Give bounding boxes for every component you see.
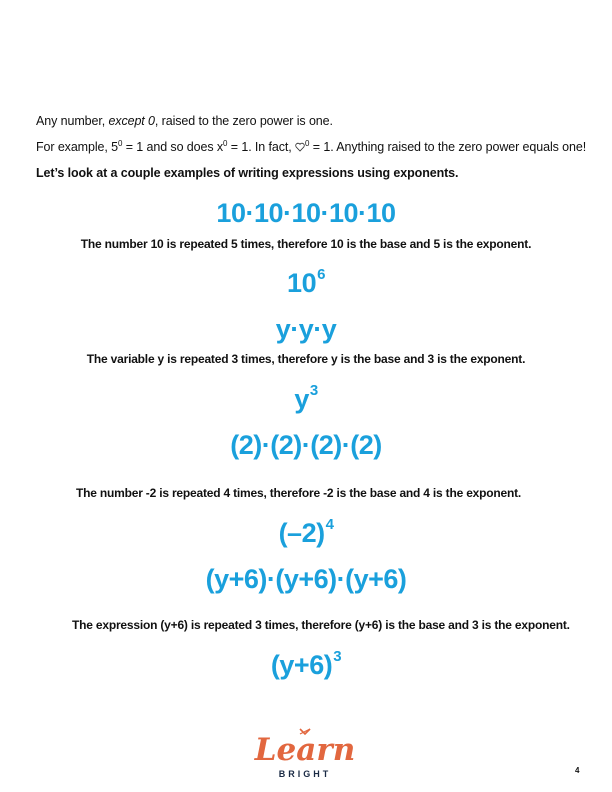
intro-emphasis: except 0 xyxy=(108,114,155,128)
superscript: 0 xyxy=(305,139,310,148)
exponent-form-1 xyxy=(0,268,612,299)
expanded-expression-4: (y+6)·(y+6)·(y+6) xyxy=(205,564,407,594)
intro-text: , raised to the zero power is one. xyxy=(154,114,333,128)
base: y xyxy=(294,384,309,414)
intro-text: = 1. In fact, xyxy=(227,140,296,154)
exponent: 6 xyxy=(317,266,325,283)
intro-line-2 xyxy=(36,140,586,154)
description-1: The number 10 is repeated 5 times, therefore 10 is the base and 5 is the exponent. xyxy=(80,237,532,251)
logo-text: Learn xyxy=(254,732,356,768)
superscript: 0 xyxy=(117,139,123,148)
description-2: The variable y is repeated 3 times, therefore y is the base and 3 is the exponent. xyxy=(86,352,526,366)
exponent-form-2 xyxy=(0,384,612,415)
expanded-expression-2: y·y·y xyxy=(275,314,337,344)
exponent: 4 xyxy=(325,516,334,533)
intro-text: = 1. Anything raised to the zero power equals one! xyxy=(309,140,587,154)
description-4: The expression (y+6) is repeated 3 times, therefore (y+6) is the base and 3 is the exponent. xyxy=(72,618,570,632)
base: (y+6) xyxy=(270,650,333,680)
base: (–2) xyxy=(278,518,325,548)
expanded-expression-3: (2)·(2)·(2)·(2) xyxy=(230,430,382,460)
exponent-form-3 xyxy=(0,518,612,549)
exponent: 3 xyxy=(309,382,318,399)
intro-text: Any number, xyxy=(36,114,109,128)
exponent-form-4 xyxy=(0,650,612,681)
base: 10 xyxy=(287,268,317,298)
page-number: 4 xyxy=(575,766,580,775)
heart-hands-icon xyxy=(295,141,305,151)
learn-bright-logo xyxy=(250,728,360,784)
intro-text: = 1 and so does x xyxy=(122,140,224,154)
intro-text: For example, 5 xyxy=(36,140,118,154)
description-3: The number -2 is repeated 4 times, therefore -2 is the base and 4 is the exponent. xyxy=(76,486,522,500)
intro-line-1 xyxy=(36,114,333,128)
logo-subtext: BRIGHT xyxy=(278,769,332,779)
expanded-expression-1: 10·10·10·10·10 xyxy=(216,198,396,228)
exponent: 3 xyxy=(333,648,342,665)
superscript: 0 xyxy=(223,139,228,148)
intro-line-3: Let’s look at a couple examples of writing expressions using exponents. xyxy=(36,166,459,180)
